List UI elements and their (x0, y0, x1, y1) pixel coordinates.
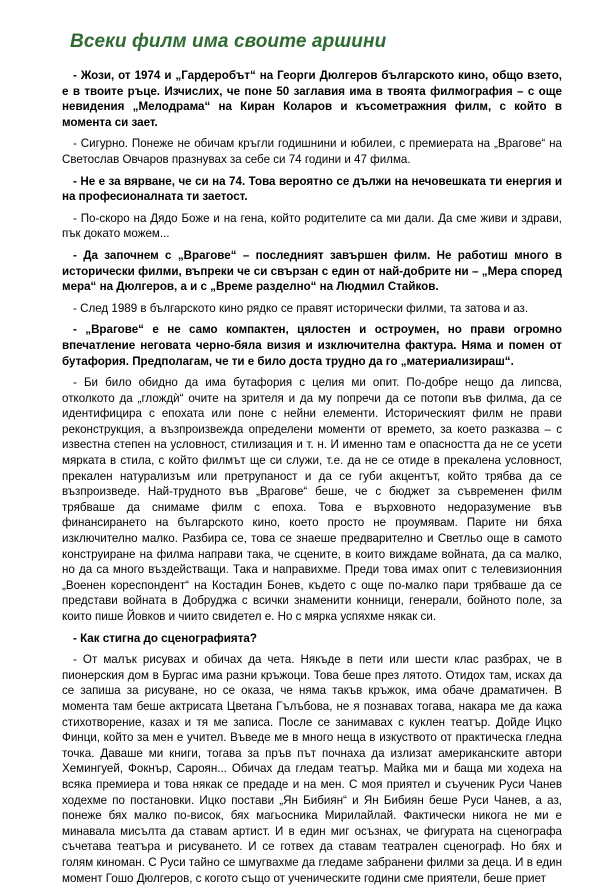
article-title: Всеки филм има своите аршини (70, 31, 387, 52)
paragraph-answer: - От малък рисувах и обичах да чета. Някъде в пети или шести клас разбрах, че в пионерския дом в Бургас има разни кръжоци. Това беше през лятото. Отидох там, исках да се запиша за рисуване, но се оказа, че няма такъв кръжок, има обаче драматичен. В момента там беше актрисата Цветана Гълъбова, не я познавах тогава, накара ме да кажа стихотворение, казах и тя ме записа. После се занимавах с куклен театър. Дойде Ицко Финци, който за мен е учител. Въведе ме в много неща в изкуството от практическа гледна точка. Даваше ми книги, тогава за пръв път почнаха да излизат американските автори Хемингуей, Фокнър, Сароян... Обичах да гледам театър. Майка ми и баща ми ходеха на всяка премиера и това някак се предаде и на мен. С моя приятел и съученик Руси Чанев ходехме по постановки. Ицко постави „Ян Бибиян“ и Ян Бибиян беше Руси Чанев, а аз, понеже бях малко по-висок, бях магьосника Мирилайлай. Фактически никога не ми е минавала мисълта да ставам артист. И в един миг осъзнах, че фигурата на сценографа съчетава театъра и рисуването. И се готвех да ставам театрален сценограф. Но бях и голям киноман. С Руси тайно се шмугвахме да гледаме забранени филми за деца. И в един момент Гошо Дюлгеров, с когото също от ученическите години сме приятели, беше приет (62, 653, 562, 885)
paragraph-question: - Не е за вярване, че си на 74. Това вероятно се дължи на нечовешката ти енергия и на професионалната ти заетост. (62, 174, 562, 204)
paragraph-answer: - Сигурно. Понеже не обичам кръгли годишнини и юбилеи, с премиерата на „Врагове“ на Светослав Овчаров празнувах за себе си 74 години и 47 филма. (62, 137, 562, 166)
paragraph-question: - Как стигна до сценографията? (73, 631, 257, 645)
paragraph-question: - „Врагове“ е не само компактен, цялостен и остроумен, но прави огромно впечатление неговата черно-бяла визия и изключителна фактура. Няма и помен от бутафория. Предполагам, че ти е било доста трудно да го „материализираш“. (62, 323, 562, 368)
article-body (62, 68, 562, 892)
paragraph-answer: - По-скоро на Дядо Боже и на гена, който родителите са ми дали. Да сме живи и здрави, пък докато можем... (62, 211, 562, 241)
paragraph-answer: - След 1989 в българското кино рядко се правят исторически филми, та затова и аз. (73, 301, 529, 315)
paragraph-answer: - Би било обидно да има бутафория с целия ми опит. По-добре нещо да липсва, отколкото да „глождѝ“ очите на зрителя и да му попречи да се потопи във филма, да се идентифицира с епохата или поне с нейни елементи. Историческият филм не прави реконструкция, а възпроизвежда определени моменти от времето, за което разказва – с известна степен на условност, стилизация и т. н. И именно там е опасността да не се усети мярката в стила, с който филмът ще си служи, т.е. да не се отиде в прекалена условност, прекален натурализъм или претрупаност и да се губи акцентът, който трябва да се възпроизведе. Най-трудното във „Врагове“ беше, че с бюджет за съвременен филм трябваше да снимаме филм с епоха. Това е върховното недоразумение във финансирането на българското кино, което просто не проумявам. Парите ни бяха изключително малко. Разбира се, това се знаеше предварително и Светльо още в самото конструиране на филма направи така, че сцените, в които виждаме войната, да са малко, но да са много въздействащи. Така и направихме. Преди това имах опит с телевизионния „Военен кореспондент“ на Костадин Бонев, където с още по-малко пари трябваше да се представи войната в Добруджа с всички знаменити конници, генерали, бойното поле, за които пише Йовков и чиито свидетел е. Но с мярка успяхме някак си. (62, 376, 562, 623)
paragraph-question: - Жози, от 1974 и „Гардеробът“ на Георги Дюлгеров българското кино, общо взето, е в твоите ръце. Изчислих, че поне 50 заглавия има в твоята филмография – с още невидения „Мелодрама“ на Киран Коларов и късометражния филм, с който в момента си зает. (62, 69, 562, 129)
paragraph-question: - Да започнем с „Врагове“ – последният завършен филм. Не работиш много в исторически филми, въпреки че си свързан с един от най-добрите ни – „Мера според мера“ на Дюлгеров, а и с „Време разделно“ на Людмил Стайков. (62, 248, 562, 294)
